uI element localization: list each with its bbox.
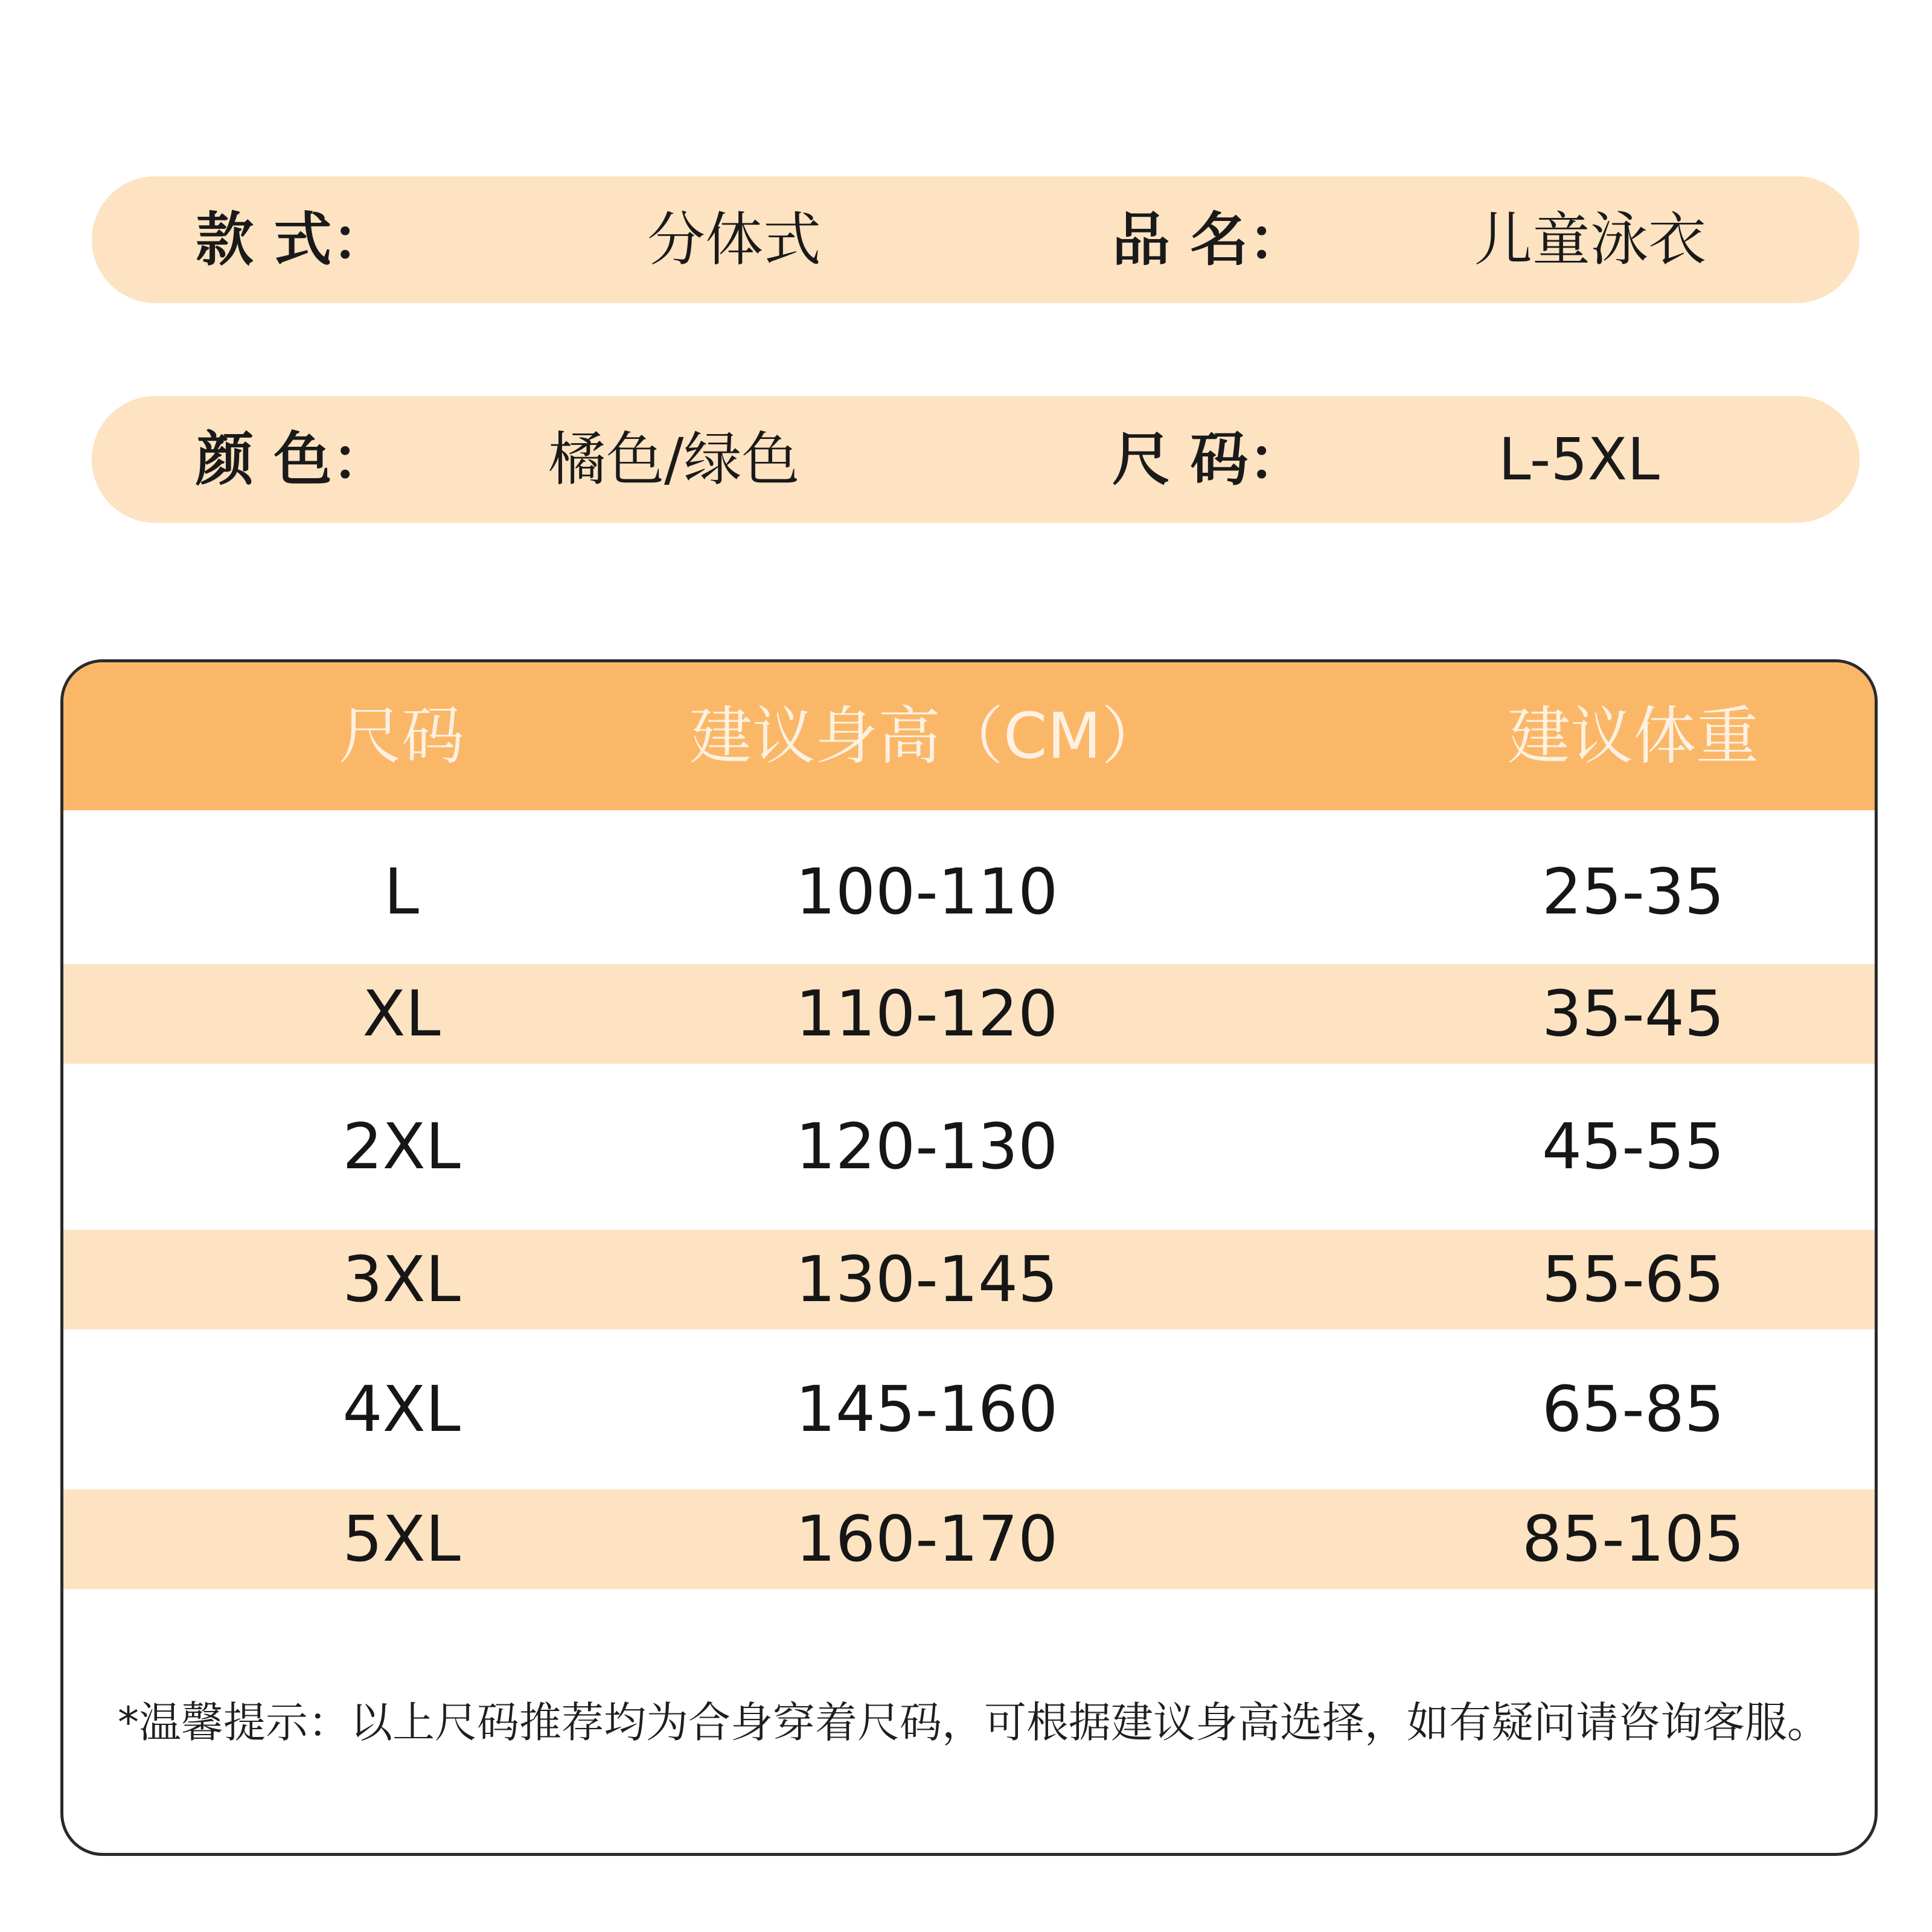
style-label: 款 式：: [196, 206, 390, 273]
weight-cell: 25-35: [1541, 855, 1725, 929]
header-height: 建议身高（CM）: [689, 699, 1165, 773]
height-cell: 145-160: [795, 1372, 1058, 1446]
height-cell: 160-170: [795, 1502, 1058, 1576]
weight-cell: 55-65: [1541, 1243, 1725, 1316]
weight-cell: 85-105: [1521, 1502, 1745, 1576]
size-chart-table: [60, 659, 1878, 1856]
table-header: [63, 662, 1875, 810]
height-cell: 100-110: [795, 855, 1058, 929]
table-row: [63, 1329, 1875, 1489]
weight-cell: 45-55: [1541, 1110, 1725, 1183]
height-cell: 110-120: [795, 977, 1058, 1051]
weight-cell: 35-45: [1541, 977, 1725, 1051]
size-cell: L: [384, 855, 419, 929]
size-cell: 4XL: [342, 1372, 461, 1446]
header-size: 尺码: [338, 699, 464, 773]
table-row: [63, 1064, 1875, 1230]
style-value: 分体式: [647, 206, 821, 273]
info-row-style-name: [92, 176, 1860, 303]
table-row: [63, 1489, 1875, 1589]
height-cell: 120-130: [795, 1110, 1058, 1183]
info-row-color-size: [92, 396, 1860, 523]
size-tip-note: *温馨提示：以上尺码推荐均为合身穿着尺码，可根据建议身高选择，如有疑问请咨询客服。: [118, 1698, 1829, 1747]
product-name-label: 品 名：: [1112, 206, 1307, 273]
table-row: [63, 964, 1875, 1064]
size-cell: XL: [362, 977, 441, 1051]
color-value: 橘色/绿色: [548, 426, 800, 493]
header-weight: 建议体重: [1507, 699, 1759, 773]
size-cell: 2XL: [342, 1110, 461, 1183]
size-range-value: L-5XL: [1499, 426, 1660, 493]
size-cell: 5XL: [342, 1502, 461, 1576]
height-cell: 130-145: [795, 1243, 1058, 1316]
size-label: 尺 码：: [1112, 426, 1307, 493]
size-cell: 3XL: [342, 1243, 461, 1316]
weight-cell: 65-85: [1541, 1372, 1725, 1446]
product-name-value: 儿童泳衣: [1474, 206, 1706, 273]
color-label: 颜 色：: [196, 426, 390, 493]
table-row: [63, 1230, 1875, 1329]
